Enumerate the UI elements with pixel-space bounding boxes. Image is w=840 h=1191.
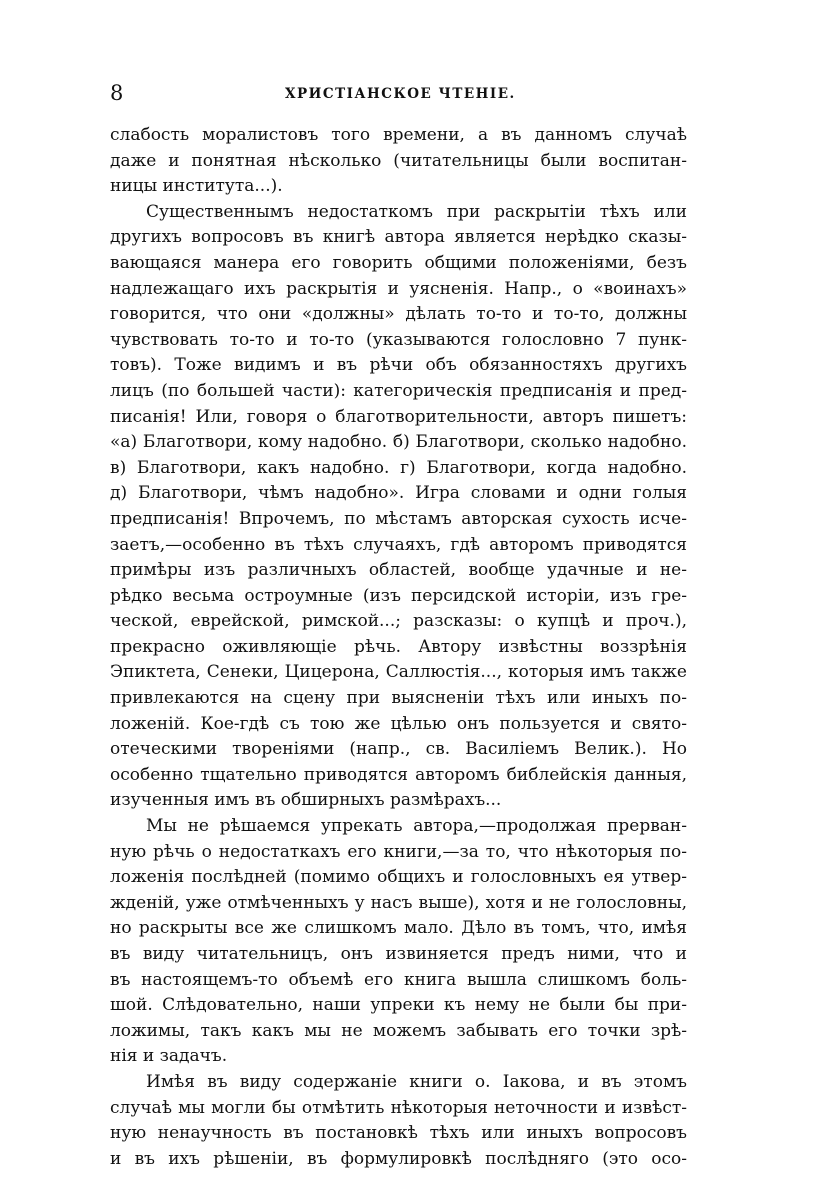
text-line: Имѣя въ виду содержаніе книги о. Іакова, и въ этомъ [146,1071,687,1092]
text-line: надлежащаго ихъ раскрытія и уясненія. Напр., о «воинахъ» [110,278,687,299]
text-line: и въ ихъ рѣшеніи, въ формулировкѣ послѣдняго (это осо- [110,1148,687,1169]
text-line: привлекаются на сцену при выясненіи тѣхъ или иныхъ по- [110,688,687,709]
text-line: ческой, еврейской, римской...; разсказы: о купцѣ и проч.), [110,611,687,632]
text-line: ницы института...). [110,176,283,197]
text-line: лицъ (по большей части): категорическія предписанія и пред- [110,380,687,401]
text-line: слабость моралистовъ того времени, а въ данномъ случаѣ [110,125,687,145]
text-line: Эпиктета, Сенеки, Цицерона, Саллюстія..., которыя имъ также [110,662,687,683]
text-line: шой. Слѣдовательно, наши упреки къ нему не были бы при- [110,995,687,1016]
text-line: писанія! Или, говоря о благотворительности, авторъ пишетъ: [110,406,687,427]
text-line: товъ). Тоже видимъ и въ рѣчи объ обязанностяхъ другихъ [110,355,687,376]
text-line: рѣдко весьма остроумные (изъ персидской исторіи, изъ гре- [110,585,687,606]
text-line: д) Благотвори, чѣмъ надобно». Игра словами и одни голыя [110,483,687,504]
text-line: Мы не рѣшаемся упрекать автора,—продолжая прерван- [146,816,687,837]
text-line: ложенія послѣдней (помимо общихъ и голословныхъ ея утвер- [110,867,687,888]
text-line: Существеннымъ недостаткомъ при раскрытіи тѣхъ или [146,201,687,222]
text-line: случаѣ мы могли бы отмѣтить нѣкоторыя неточности и извѣст- [110,1097,687,1118]
text-line: в) Благотвори, какъ надобно. г) Благотвори, когда надобно. [110,457,687,478]
text-line: жденій, уже отмѣченныхъ у насъ выше), хотя и не голословны, [110,892,687,913]
text-line: заетъ,—особенно въ тѣхъ случаяхъ, гдѣ авторомъ приводятся [110,534,687,555]
text-line: другихъ вопросовъ въ книгѣ автора является нерѣдко сказы- [110,227,687,248]
paragraph [110,814,687,1070]
text-line: ложимы, такъ какъ мы не можемъ забывать его точки зрѣ- [110,1020,687,1041]
text-line: въ настоящемъ-то объемѣ его книга вышла слишкомъ боль- [110,969,687,990]
paragraph [110,200,687,814]
page-number: 8 [110,81,124,105]
text-line: особенно тщательно приводятся авторомъ библейскія данныя, [110,764,687,785]
text-line: изученныя имъ въ обширныхъ размѣрахъ... [110,790,502,811]
text-line: примѣры изъ различныхъ областей, вообще удачные и не- [110,560,687,581]
text-line: предписанія! Впрочемъ, по мѣстамъ авторская сухость исче- [110,508,687,529]
text-line: прекрасно оживляющіе рѣчь. Автору извѣстны воззрѣнія [110,636,687,657]
running-title: ХРИСТІАНСКОЕ ЧТЕНІЕ. [285,86,516,102]
text-line: нія и задачъ. [110,1046,228,1067]
text-line: ную ненаучность въ постановкѣ тѣхъ или иныхъ вопросовъ [110,1123,687,1144]
text-line: чувствовать то-то и то-то (указываются голословно 7 пунк- [110,329,687,350]
text-line: ложеній. Кое-гдѣ съ тою же цѣлью онъ пользуется и свято- [110,713,687,734]
text-line: но раскрыты все же слишкомъ мало. Дѣло въ томъ, что, имѣя [110,918,687,939]
text-line: даже и понятная нѣсколько (читательницы были воспитан- [110,150,687,171]
text-line: вающаяся манера его говорить общими положеніями, безъ [110,252,687,273]
text-line: въ виду читательницъ, онъ извиняется предъ ними, что и [110,944,687,964]
paragraph [110,1070,687,1172]
text-line: отеческими твореніями (напр., св. Василіемъ Велик.). Но [110,739,687,760]
body-text [110,123,687,1172]
paragraph [110,123,687,200]
text-line: «а) Благотвори, кому надобно. б) Благотвори, сколько надобно. [110,432,687,453]
page-header [110,80,685,110]
text-line: говорится, что они «должны» дѣлать то-то и то-то, должны [110,304,687,325]
text-line: ную рѣчь о недостаткахъ его книги,—за то, что нѣкоторыя по- [110,841,687,862]
